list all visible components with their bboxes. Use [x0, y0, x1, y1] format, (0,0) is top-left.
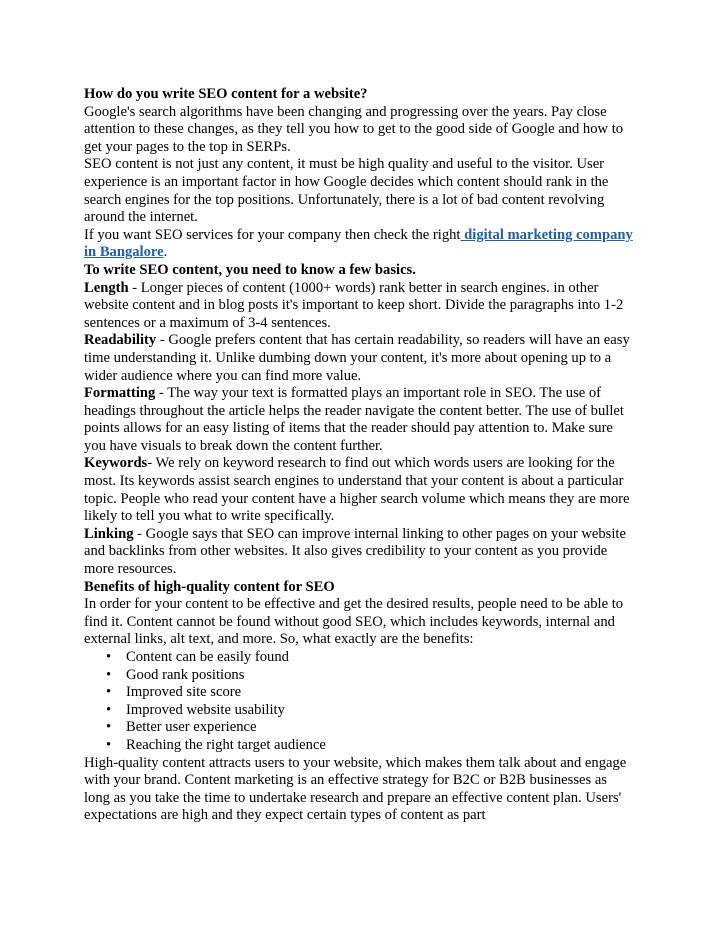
- list-item: • Improved website usability: [126, 702, 636, 720]
- benefits-intro: In order for your content to be effective and get the desired results, people need to be able to find it. Content cannot be found without good SEO, which includes keywords, internal and external links, alt text, and more. So, what exactly are the benefits:: [84, 596, 624, 648]
- intro-paragraph-3: If you want SEO services for your company then check the right digital marketing company in Bangalore.: [84, 226, 633, 261]
- list-item: • Improved site score: [126, 684, 636, 702]
- document-page: [84, 86, 636, 825]
- basic-keywords: Keywords- We rely on keyword research to find out which words users are looking for the most. Its keywords assist search engines to understand that your content is about a particular topic. People who read your content have a higher search volume which means they are more likely to tell you what to write specifically.: [84, 455, 630, 525]
- heading-how-to-write: How do you write SEO content for a website?: [84, 86, 368, 102]
- heading-benefits: Benefits of high-quality content for SEO: [84, 578, 335, 595]
- list-item: • Content can be easily found: [126, 649, 636, 667]
- list-item: • Reaching the right target audience: [126, 737, 636, 755]
- basic-formatting: Formatting - The way your text is formatted plays an important role in SEO. The use of headings throughout the article helps the reader navigate the content better. The use of bullet points allows for an easy listing of items that the reader should pay attention to. Make sure you have visuals to break down the content further.: [84, 385, 624, 454]
- list-item: • Good rank positions: [126, 667, 636, 685]
- list-item: • Better user experience: [126, 719, 636, 737]
- closing-paragraph: High-quality content attracts users to your website, which makes them talk about and engage with your brand. Content marketing is an effective strategy for B2C or B2B businesses as long as you take the time to undertake research and prepare an effective content plan. Users' expectations are high and they expect certain types of content as part: [84, 754, 627, 824]
- intro-paragraph-1: Google's search algorithms have been changing and progressing over the years. Pay close attention to these changes, as they tell you how to get to the good side of Google and how to get your pages to the top in SERPs.: [84, 103, 624, 155]
- digital-marketing-link[interactable]: digital marketing company in Bangalore: [84, 226, 633, 261]
- basic-length: Length - Longer pieces of content (1000+ words) rank better in search engines. in other website content and in blog posts it's important to keep short. Divide the paragraphs into 1-2 sentences or a maximum of 3-4 sentences.: [84, 279, 624, 331]
- benefits-list: [84, 649, 636, 755]
- basic-readability: Readability - Google prefers content that has certain readability, so readers will have an easy time understanding it. Unlike dumbing down your content, it's more about opening up to a wider audience where you can find more value.: [84, 332, 630, 384]
- basic-linking: Linking - Google says that SEO can improve internal linking to other pages on your website and backlinks from other websites. It also gives credibility to your content as you provide more resources.: [84, 525, 626, 578]
- intro-paragraph-2: SEO content is not just any content, it must be high quality and useful to the visitor. User experience is an important factor in how Google decides which content should rank in the search engines for the top positions. Unfortunately, there is a lot of bad content revolving around the internet.: [84, 156, 609, 226]
- heading-basics: To write SEO content, you need to know a few basics.: [84, 261, 416, 278]
